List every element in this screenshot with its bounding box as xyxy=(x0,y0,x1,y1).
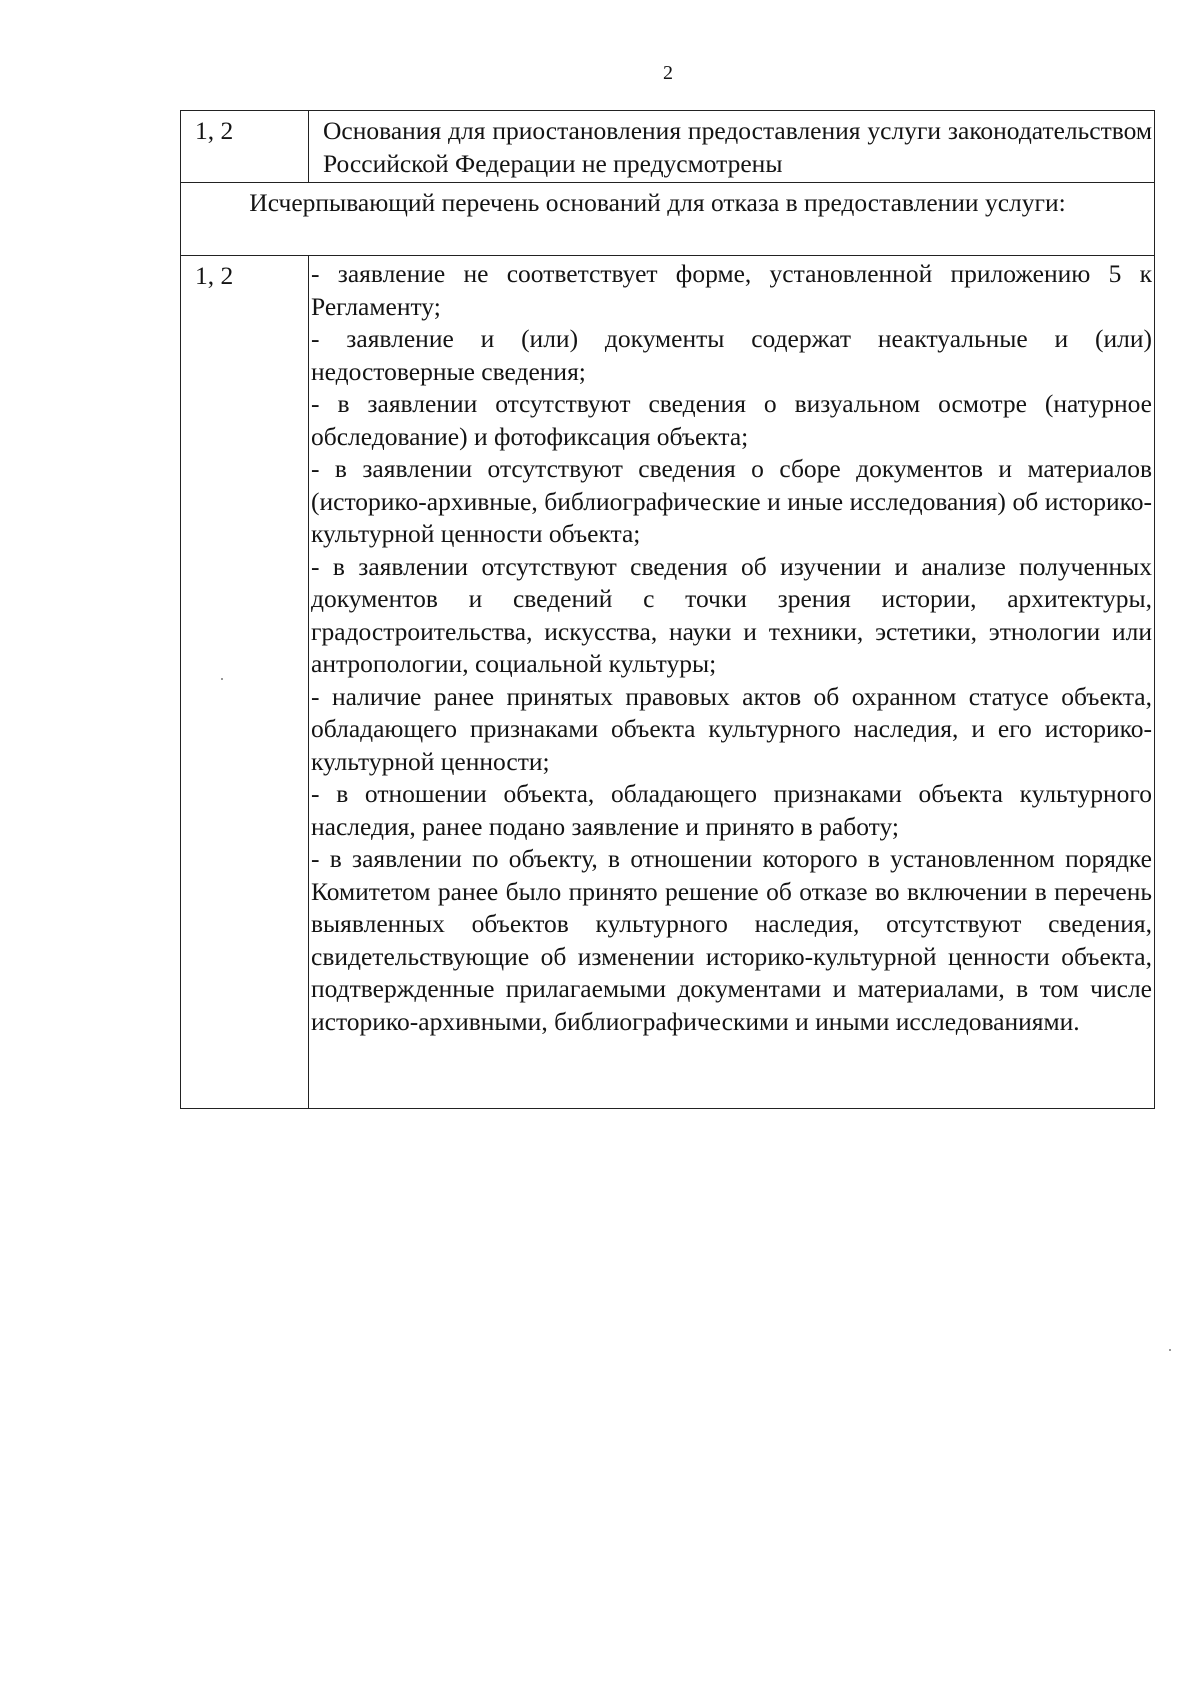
list-item: - в отношении объекта, обладающего признаками объекта культурного наследия, ранее подано заявление и принято в работу; xyxy=(311,779,1152,841)
list-item: - в заявлении по объекту, в отношении которого в установленном порядке Комитетом ранее было принято решение об отказе во включении в перечень выявленных объектов культурного наследия, отсутствуют сведения, свидетельствующие об изменении историко-культурной ценности объекта, подтвержденные прилагаемыми документами и материалами, в том числе историко-архивными, библиографическими и иными исследованиями. xyxy=(311,844,1152,1036)
table-row xyxy=(181,256,1155,1109)
list-item: - заявление не соответствует форме, установленной приложению 5 к Регламенту; xyxy=(311,259,1152,321)
suspension-grounds-text: Основания для приостановления предоставления услуги законодательством Российской Федерации не предусмотрены xyxy=(309,111,1155,183)
grounds-table xyxy=(180,110,1155,1109)
page-number: 2 xyxy=(663,62,673,84)
list-item: - в заявлении отсутствуют сведения об изучении и анализе полученных документов и сведений с точки зрения истории, архитектуры, градостроительства, искусства, науки и техники, эстетики, этнологии или антропологии, социальной культуры; xyxy=(311,551,1152,678)
list-item: - заявление и (или) документы содержат неактуальные и (или) недостоверные сведения; xyxy=(311,324,1152,386)
table-row xyxy=(181,111,1155,183)
row-number: 1, 2 xyxy=(181,111,309,183)
list-item: - в заявлении отсутствуют сведения о визуальном осмотре (натурное обследование) и фотофиксация объекта; xyxy=(311,389,1152,451)
refusal-grounds-heading: Исчерпывающий перечень оснований для отказа в предоставлении услуги: xyxy=(181,183,1155,256)
refusal-grounds-list xyxy=(309,256,1155,1109)
scan-speck xyxy=(1169,1349,1171,1351)
row-number: 1, 2 xyxy=(181,256,309,1109)
list-item: - наличие ранее принятых правовых актов об охранном статусе объекта, обладающего признаками объекта культурного наследия, и его историко-культурной ценности; xyxy=(311,681,1152,776)
table-header-row xyxy=(181,183,1155,256)
list-item: - в заявлении отсутствуют сведения о сборе документов и материалов (историко-архивные, библиографические и иные исследования) об историко-культурной ценности объекта; xyxy=(311,454,1152,548)
scan-speck xyxy=(221,678,223,680)
